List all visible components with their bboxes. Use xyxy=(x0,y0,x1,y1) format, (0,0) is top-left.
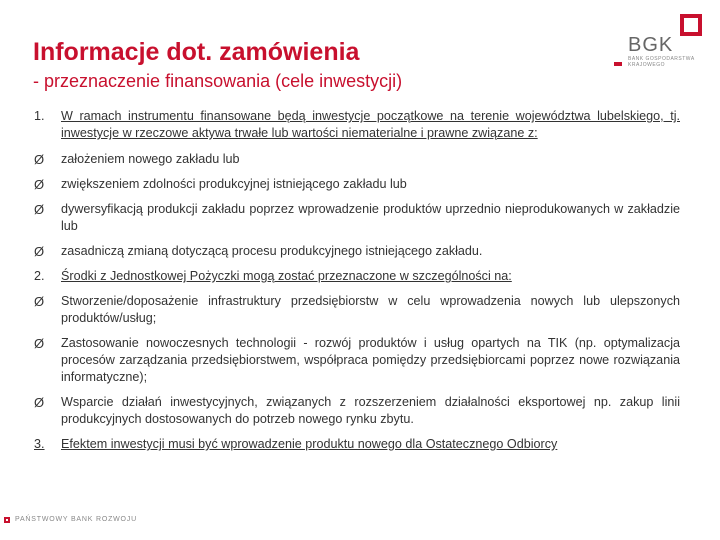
arrow-bullet-icon: Ø xyxy=(34,202,45,217)
page-subtitle: - przeznaczenie finansowania (cele inwestycji) xyxy=(33,71,403,91)
list-item-text: Stworzenie/doposażenie infrastruktury przedsiębiorstw w celu wprowadzenia nowych lub ulepszonych produktów/usług; xyxy=(61,294,680,325)
list-number: 1. xyxy=(34,109,45,123)
footer-logo-icon xyxy=(4,517,10,523)
list-item-3 xyxy=(34,436,680,453)
footer-text: PAŃSTWOWY BANK ROZWOJU xyxy=(15,516,137,523)
list-item-text: Wsparcie działań inwestycyjnych, związanych z rozszerzeniem działalności eksportowej np. zakup linii produkcyjnych dostosowanych do potrzeb nowego rynku zbytu. xyxy=(61,395,680,426)
list-item-text: W ramach instrumentu finansowane będą inwestycje początkowe na terenie województwa lubelskiego, tj. inwestycje w rzeczowe aktywa trwałe lub wartości niematerialne i prawne związane z: xyxy=(61,109,680,140)
list-item xyxy=(34,243,680,260)
list-item-text: zasadniczą zmianą dotyczącą procesu produkcyjnego istniejącego zakładu. xyxy=(61,244,483,258)
list-number: 3. xyxy=(34,437,45,451)
list-item-1 xyxy=(34,108,680,142)
list-item xyxy=(34,335,680,386)
list-item xyxy=(34,176,680,193)
list-item-text: Efektem inwestycji musi być wprowadzenie produktu nowego dla Ostatecznego Odbiorcy xyxy=(61,437,558,451)
list-item-text: Zastosowanie nowoczesnych technologii - rozwój produktów i usług opartych na TIK (np. optymalizacja procesów zarządzania przedsiębiorstwem, współpraca pomiędzy przedsiębiorcami poprzez nowe rozwiązania informatyczne); xyxy=(61,336,680,384)
content-body xyxy=(34,108,680,453)
list-item-text: Środki z Jednostkowej Pożyczki mogą zostać przeznaczone w szczególności na: xyxy=(61,269,512,283)
footer xyxy=(4,516,137,523)
bgk-square-icon xyxy=(680,14,702,36)
arrow-bullet-icon: Ø xyxy=(34,395,45,410)
list-item xyxy=(34,151,680,168)
arrow-bullet-icon: Ø xyxy=(34,244,45,259)
list-item-text: zwiększeniem zdolności produkcyjnej istniejącego zakładu lub xyxy=(61,177,407,191)
arrow-bullet-icon: Ø xyxy=(34,336,45,351)
list-item-text: założeniem nowego zakładu lub xyxy=(61,152,240,166)
list-item-text: dywersyfikacją produkcji zakładu poprzez wprowadzenie produktów uprzednio nieprodukowanych w zakładzie lub xyxy=(61,202,680,233)
list-item xyxy=(34,201,680,235)
arrow-bullet-icon: Ø xyxy=(34,294,45,309)
arrow-bullet-icon: Ø xyxy=(34,152,45,167)
list-number: 2. xyxy=(34,269,45,283)
arrow-bullet-icon: Ø xyxy=(34,177,45,192)
list-item-2 xyxy=(34,268,680,285)
logo-subtitle: BANK GOSPODARSTWA KRAJOWEGO xyxy=(628,56,695,68)
page-title: Informacje dot. zamówienia xyxy=(33,38,360,66)
bgk-logo xyxy=(614,14,710,76)
logo-accent-bar xyxy=(614,62,622,66)
list-item xyxy=(34,394,680,428)
list-item xyxy=(34,293,680,327)
logo-mark: BGK xyxy=(628,34,674,56)
